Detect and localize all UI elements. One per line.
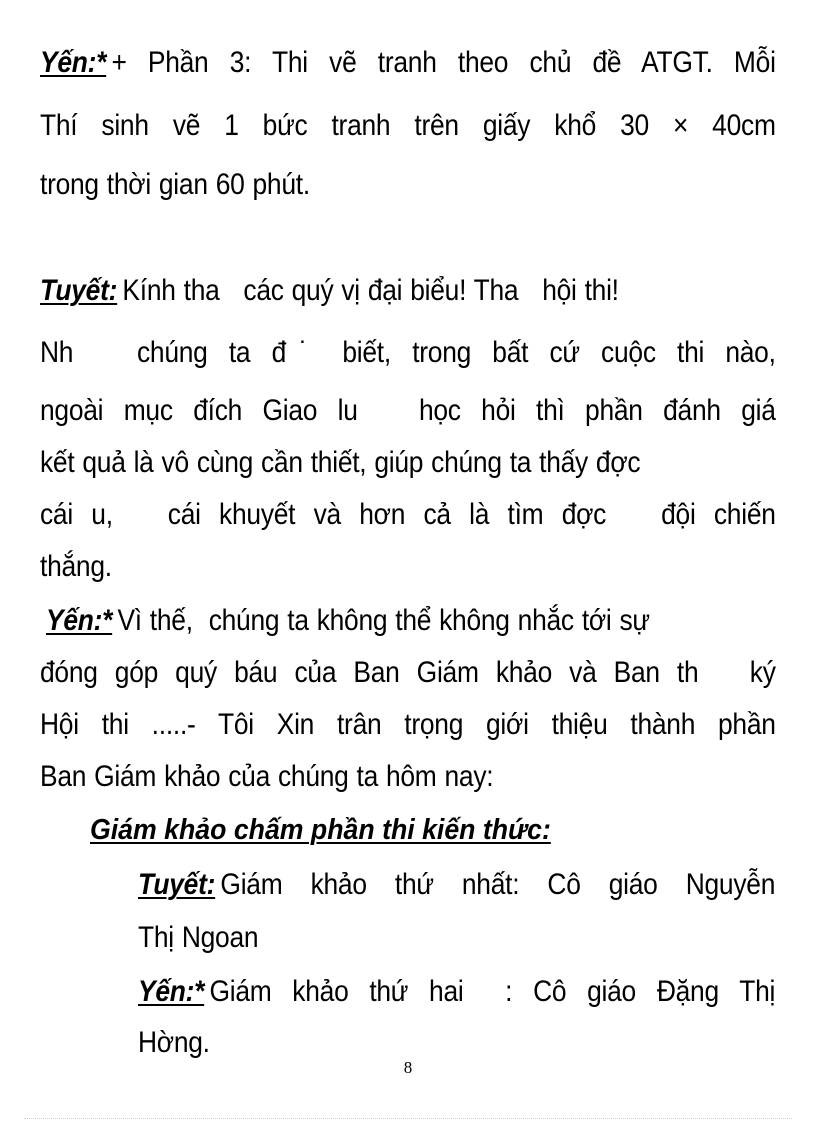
line-text: kết quả là vô cùng cần thiết, giúp chúng ta thấy đợc — [40, 446, 641, 479]
page-bottom-divider — [24, 1118, 792, 1119]
speaker-yen: Yến:* — [138, 975, 205, 1008]
line-p4-1 — [138, 858, 775, 912]
speaker-tuyet: Tuyết: — [40, 274, 118, 307]
line-text: ngoài mục đích Giao lu học hỏi thì phần đánh giá — [40, 394, 776, 427]
speaker-tuyet: Tuyết: — [138, 868, 216, 901]
line-p5-2 — [138, 1016, 210, 1058]
line-text: + Phần 3: Thi vẽ tranh theo chủ đề ATGT. Mỗi — [111, 46, 776, 79]
line-p1-2 — [40, 99, 776, 153]
line-p3-3 — [40, 698, 776, 752]
line-text: Thí sinh vẽ 1 bức tranh trên giấy khổ 30 × 40cm — [40, 109, 776, 142]
line-text: Giám khảo thứ nhất: Cô giáo Nguyễn — [220, 868, 776, 901]
line-text: Kính tha các quý vị đại biểu! Tha hội thi! — [122, 274, 619, 307]
line-p1-3 — [40, 158, 310, 212]
line-p3-4 — [40, 750, 493, 804]
speaker-yen: Yến:* — [40, 46, 107, 79]
line-text: thắng. — [40, 550, 112, 583]
line-text: cái u, cái khuyết và hơn cả là tìm đợc đội chiến — [40, 498, 776, 531]
line-p2-3 — [40, 384, 776, 438]
line-text: Nh chúng ta đ˙ biết, trong bất cứ cuộc thi nào, — [40, 336, 776, 369]
line-text: Hờng. — [138, 1026, 210, 1058]
line-p2-6 — [40, 540, 112, 594]
line-p2-2 — [40, 326, 776, 380]
line-p2-4 — [40, 436, 640, 490]
line-p5-1 — [138, 965, 775, 1019]
line-p4-2 — [138, 911, 258, 965]
line-text: Hội thi .....- Tôi Xin trân trọng giới thiệu thành phần — [40, 708, 776, 741]
line-text: đóng góp quý báu của Ban Giám khảo và Ban th ký — [40, 656, 776, 689]
line-text: trong thời gian 60 phút. — [40, 168, 310, 201]
section-heading: Giám khảo chấm phần thi kiến thức: — [90, 814, 551, 846]
line-p1-1 — [40, 36, 776, 90]
line-p2-5 — [40, 488, 776, 542]
page-number: 8 — [403, 1058, 413, 1077]
line-text: Giám khảo thứ hai : Cô giáo Đặng Thị — [209, 975, 776, 1008]
line-text: Thị Ngoan — [138, 921, 259, 954]
line-p3-1 — [46, 594, 650, 648]
line-p3-2 — [40, 646, 776, 700]
line-text: Ban Giám khảo của chúng ta hôm nay: — [40, 760, 494, 793]
speaker-yen: Yến:* — [46, 604, 113, 637]
line-text: Vì thế, chúng ta không thể không nhắc tới sự — [117, 604, 650, 637]
line-p2-1 — [40, 264, 619, 318]
